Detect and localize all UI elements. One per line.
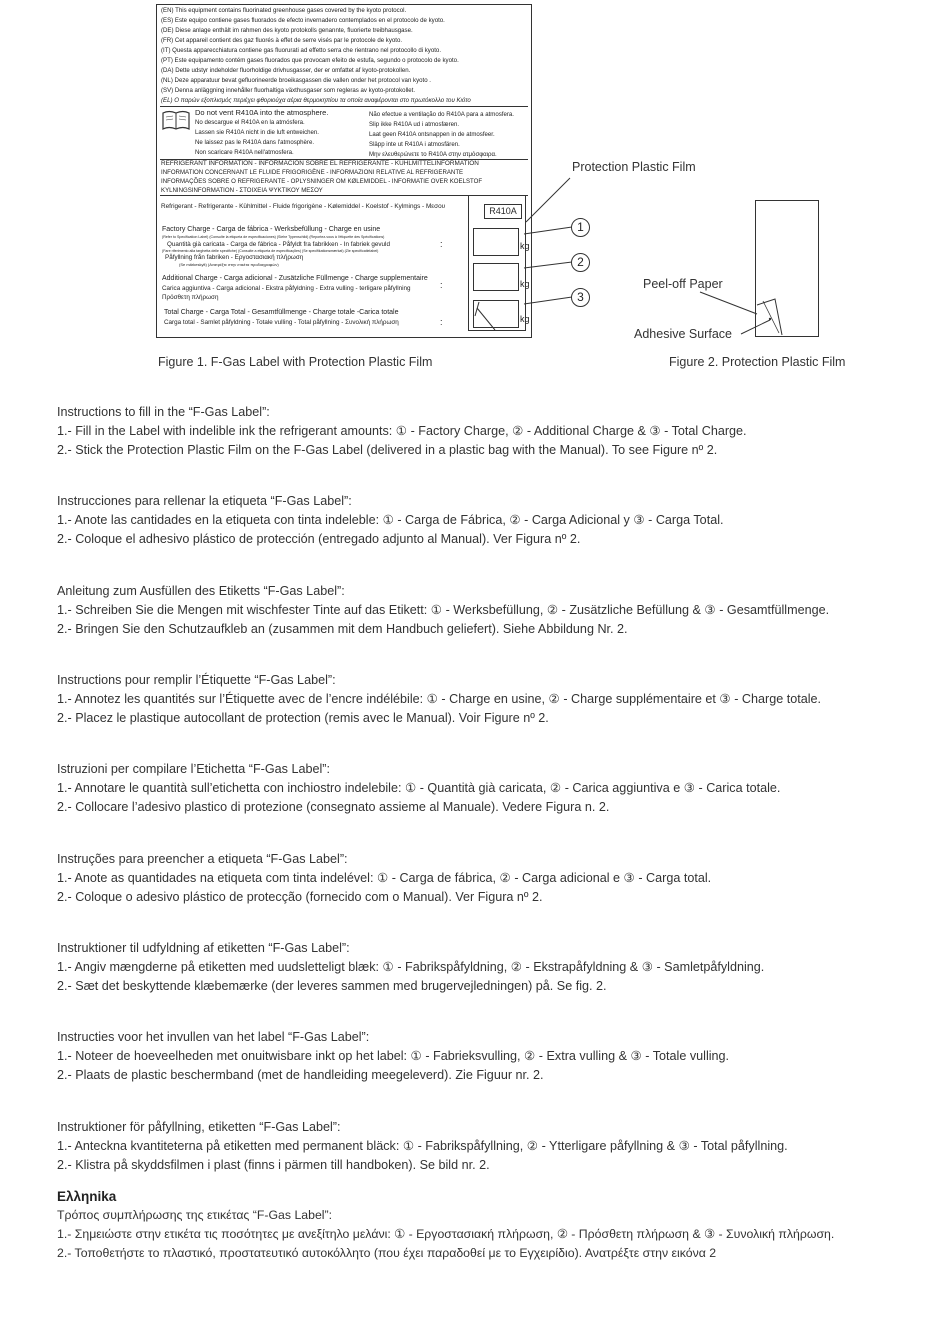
factory-line: Quantità già caricata - Carga de fábrica - Påfyldt fra fabrikken - In fabriek gevuld bbox=[167, 241, 390, 248]
section-title: Instrucciones para rellenar la etiqueta “F-Gas Label”: bbox=[57, 494, 352, 508]
colon: : bbox=[440, 280, 443, 290]
vent-line: Lassen sie R410A nicht in die luft entweichen. bbox=[195, 129, 319, 136]
total-line: Carga total - Samlet påfyldning - Totale vulling - Total påfyllning - Συνολική πλήρωση bbox=[164, 319, 399, 326]
peel-off-label: Peel-off Paper bbox=[643, 277, 723, 291]
lang-line: (FR) Cet appareil contient des gaz fluorés à effet de serre visés par le protocole de kyoto. bbox=[161, 37, 403, 44]
instruction-line: 1.- Fill in the Label with indelible ink the refrigerant amounts: ① - Factory Charge, ② - Additional Charge & ③ - Total Charge. bbox=[57, 424, 747, 438]
instruction-line: 1.- Σημειώστε στην ετικέτα τις ποσότητες με ανεξίτηλο μελάνι: ① - Εργοστασιακή πλήρωση, ② - Πρόσθετη πλήρωση & ③ - Συνολική πλήρωση. bbox=[57, 1227, 835, 1241]
section-title: Instruktioner för påfyllning, etiketten “F-Gas Label”: bbox=[57, 1120, 341, 1134]
colon: : bbox=[440, 317, 443, 327]
lang-line: (SV) Denna anläggning innehåller fluorhaltiga växthusgaser som regleras av kyoto-protokollet. bbox=[161, 87, 416, 94]
instructions-en bbox=[57, 403, 747, 460]
adhesive-label: Adhesive Surface bbox=[634, 327, 732, 341]
marker-1: 1 bbox=[571, 218, 590, 237]
marker-2: 2 bbox=[571, 253, 590, 272]
vent-line: Laat geen R410A ontsnappen in de atmosfeer. bbox=[369, 131, 495, 138]
vent-line: Ne laissez pas le R410A dans l'atmosphère. bbox=[195, 139, 315, 146]
figure2-caption: Figure 2. Protection Plastic Film bbox=[669, 355, 846, 369]
refrigerant-value: R410A bbox=[484, 204, 522, 219]
additional-line: Πρόσθετη πλήρωση bbox=[162, 294, 219, 301]
factory-line: (Refer to Specification Label) (Consulte la etiqueta de especificaciones) (Siehe Typenschild) (Reportez-vous à l'étiquette des Spécifications) bbox=[162, 235, 385, 239]
vent-line: Μην ελευθερώνετε το R410A στην ατμόσφαιρα. bbox=[369, 151, 497, 158]
refinfo-line: REFRIGERANT INFORMATION - INFORMACIÓN SOBRE EL REFRIGERANTE - KUHLMITTELINFORMATION bbox=[161, 160, 479, 167]
refrigerant-line: Refrigerant - Refrigerante - Kühlmittel - Fluide frigorigène - Kølemiddel - Koelstof - Kylmings - Μεσου bbox=[161, 203, 446, 210]
peel-corner-icon bbox=[755, 295, 785, 337]
refinfo-line: KYLNINGSINFORMATION - ΣΤΟΙΧΕΙΑ ΨΥΚΤΙΚΟΥ ΜΕΣΟΥ bbox=[161, 187, 323, 194]
vent-line: Non scaricare R410A nell'atmosfera. bbox=[195, 149, 294, 156]
factory-line: (Se märkeskylt) (Ανατρέξτε στην ετικέτα προδιαγραφών) bbox=[179, 262, 279, 267]
protection-film-label: Protection Plastic Film bbox=[572, 160, 696, 174]
section-title: Instruktioner til udfyldning af etiketten “F-Gas Label”: bbox=[57, 941, 350, 955]
refinfo-line: INFORMATION CONCERNANT LE FLUIDE FRIGORIGÈNE - INFORMAZIONI RELATIVE AL REFRIGERANTE bbox=[161, 169, 464, 176]
instruction-line: 1.- Annotez les quantités sur l’Étiquette avec de l’encre indélébile: ① - Charge en usine, ② - Charge supplémentaire et ③ - Charge totale. bbox=[57, 692, 822, 706]
marker-3: 3 bbox=[571, 288, 590, 307]
vent-line: Slip ikke R410A ud i atmosfæren. bbox=[369, 121, 460, 128]
section-title: Istruzioni per compilare l’Etichetta “F-Gas Label”: bbox=[57, 762, 330, 776]
refinfo-line: INFORMAÇÕES SOBRE O REFRIGERANTE - OPLYSNINGER OM KØLEMIDDEL - INFORMATIE OVER KOELSTOF bbox=[161, 178, 483, 185]
instruction-line: 2.- Bringen Sie den Schutzaufkleb an (zusammen mit dem Handbuch geliefert). Siehe Abbildung Nr. 2. bbox=[57, 622, 628, 636]
instruction-line: 2.- Coloque el adhesivo plástico de protección (entregado adjunto al Manual). Ver Figura nº 2. bbox=[57, 532, 581, 546]
lang-line: (ES) Este equipo contiene gases fluorados de efecto invernadero contemplados en el protocolo de kyoto. bbox=[161, 17, 445, 24]
instruction-line: 2.- Τοποθετήστε το πλαστικό, προστατευτικό αυτοκόλλητο (που έχει παραδοθεί με το Εγχειρίδιο). Ανατρέξτε στην εικόνα 2 bbox=[57, 1246, 717, 1260]
lang-line: (EL) Ο παρών εξοπλισμός περιέχει φθοριούχα αέρια θερμοκηπίου τα οποία αναφέρονται στο πρωτόκολλο του Κιότο bbox=[161, 97, 471, 104]
lang-line: (DA) Dette udstyr indeholder fluorholdige drivhusgasser, der er omfattet af kyoto-protokollen. bbox=[161, 67, 411, 74]
instruction-line: 2.- Plaats de plastic beschermband (met de handleiding meegeleverd). Zie Figuur nr. 2. bbox=[57, 1068, 544, 1082]
section-title: Instruções para preencher a etiqueta “F-Gas Label”: bbox=[57, 852, 348, 866]
additional-line: Carica aggiuntiva - Carga adicional - Ekstra påfyldning - Extra vulling - terligare påfyllning bbox=[162, 285, 411, 292]
factory-line: (Fare riferimento alla targhetta delle specifiche) (Consulte a etiqueta de especificações) (Se specifikationsmærkat) (Zie specificatielabel) bbox=[162, 249, 379, 253]
kg-unit: kg bbox=[520, 314, 530, 324]
colon: : bbox=[440, 239, 443, 249]
instruction-line: 2.- Placez le plastique autocollant de protection (remis avec le Manual). Voir Figure nº 2. bbox=[57, 711, 549, 725]
instruction-line: 1.- Anote as quantidades na etiqueta com tinta indelével: ① - Carga de fábrica, ② - Carga adicional e ③ - Carga total. bbox=[57, 871, 712, 885]
vent-line: No descargue el R410A en la atmósfera. bbox=[195, 119, 305, 126]
section-title: Anleitung zum Ausfüllen des Etiketts “F-Gas Label”: bbox=[57, 584, 345, 598]
instructions-sv bbox=[57, 1118, 788, 1175]
instruction-line: 1.- Annotare le quantità sull’etichetta con inchiostro indelebile: ① - Quantità già caricata, ② - Carica aggiuntiva e ③ - Carica totale. bbox=[57, 781, 781, 795]
instructions-fr bbox=[57, 671, 821, 728]
instruction-line: 2.- Sæt det beskyttende klæbemærke (der leveres sammen med brugervejledningen) på. Se fig. 2. bbox=[57, 979, 607, 993]
instructions-de bbox=[57, 582, 829, 639]
total-line: Total Charge - Carga Total - Gesamtfüllmenge - Charge totale -Carica totale bbox=[164, 309, 399, 316]
vent-line: Do not vent R410A into the atmosphere. bbox=[195, 108, 329, 117]
section-title: Instructions to fill in the “F-Gas Label”: bbox=[57, 405, 270, 419]
factory-line: Påfyllning från fabriken - Εργοστασιακή πλήρωση bbox=[165, 254, 304, 261]
lang-line: (PT) Este equipamento contém gases fluorados que provocam efeito de estufa, segundo o protocolo de kyoto. bbox=[161, 57, 459, 64]
vent-line: Släpp inte ut R410A i atmosfären. bbox=[369, 141, 460, 148]
instruction-line: 1.- Noteer de hoeveelheden met onuitwisbare inkt op het label: ① - Fabrieksvulling, ② - Extra vulling & ③ - Totale vulling. bbox=[57, 1049, 730, 1063]
instructions-nl bbox=[57, 1028, 729, 1085]
instruction-line: 1.- Anote las cantidades en la etiqueta con tinta indeleble: ① - Carga de Fábrica, ② - Carga Adicional y ③ - Carga Total. bbox=[57, 513, 724, 527]
factory-line: Factory Charge - Carga de fábrica - Werksbefüllung - Charge en usine bbox=[162, 226, 381, 233]
instructions-el bbox=[57, 1187, 834, 1263]
vent-line: Não efectue a ventilação do R410A para a atmosfera. bbox=[369, 111, 514, 118]
instruction-line: 2.- Collocare l’adesivo plastico di protezione (consegnato assieme al Manuale). Vedere Figura n. 2. bbox=[57, 800, 610, 814]
instruction-line: 2.- Klistra på skyddsfilmen i plast (finns i pärmen till handboken). Se bild nr. 2. bbox=[57, 1158, 490, 1172]
kg-unit: kg bbox=[520, 241, 530, 251]
lang-line: (NL) Deze apparatuur bevat gefluorineerde broeikasgassen die vallen onder het protocol van kyoto . bbox=[161, 77, 431, 84]
additional-line: Additional Charge - Carga adicional - Zusätzliche Füllmenge - Charge supplementaire bbox=[162, 275, 428, 282]
instructions-it bbox=[57, 760, 780, 817]
section-heading: Ελληnika bbox=[57, 1189, 117, 1204]
instruction-line: 2.- Coloque o adesivo plástico de protecção (fornecido com o Manual). Ver Figura nº 2. bbox=[57, 890, 543, 904]
instruction-line: 1.- Anteckna kvantiteterna på etiketten med permanent bläck: ① - Fabrikspåfyllning, ② - Ytterligare påfyllning & ③ - Total påfyllning. bbox=[57, 1139, 788, 1153]
lang-line: (IT) Questa apparecchiatura contiene gas fluorurati ad effetto serra che rientrano nel protocollo di kyoto. bbox=[161, 47, 442, 54]
lang-line: (DE) Diese anlage enthält im rahmen des kyoto protokolls genannte, fluorierte treibhausgase. bbox=[161, 27, 413, 34]
section-title: Instructies voor het invullen van het label “F-Gas Label”: bbox=[57, 1030, 370, 1044]
instruction-line: 2.- Stick the Protection Plastic Film on the F-Gas Label (delivered in a plastic bag with the Manual). To see Figure nº 2. bbox=[57, 443, 718, 457]
lang-line: (EN) This equipment contains fluorinated greenhouse gases covered by the kyoto protocol. bbox=[161, 7, 407, 14]
figure1-caption: Figure 1. F-Gas Label with Protection Plastic Film bbox=[158, 355, 433, 369]
instructions-es bbox=[57, 492, 724, 549]
section-title: Τρόπος συμπλήρωσης της ετικέτας “F-Gas Label”: bbox=[57, 1208, 333, 1222]
instruction-line: 1.- Angiv mængderne på etiketten med uudsletteligt blæk: ① - Fabrikspåfyldning, ② - Ekstrapåfyldning & ③ - Samletpåfyldning. bbox=[57, 960, 765, 974]
instructions-pt bbox=[57, 850, 711, 907]
section-title: Instructions pour remplir l’Étiquette “F-Gas Label”: bbox=[57, 673, 336, 687]
kg-unit: kg bbox=[520, 279, 530, 289]
instruction-line: 1.- Schreiben Sie die Mengen mit wischfester Tinte auf das Etikett: ① - Werksbefüllung, ② - Zusätzliche Befüllung & ③ - Gesamtfüllmenge. bbox=[57, 603, 830, 617]
instructions-da bbox=[57, 939, 764, 996]
